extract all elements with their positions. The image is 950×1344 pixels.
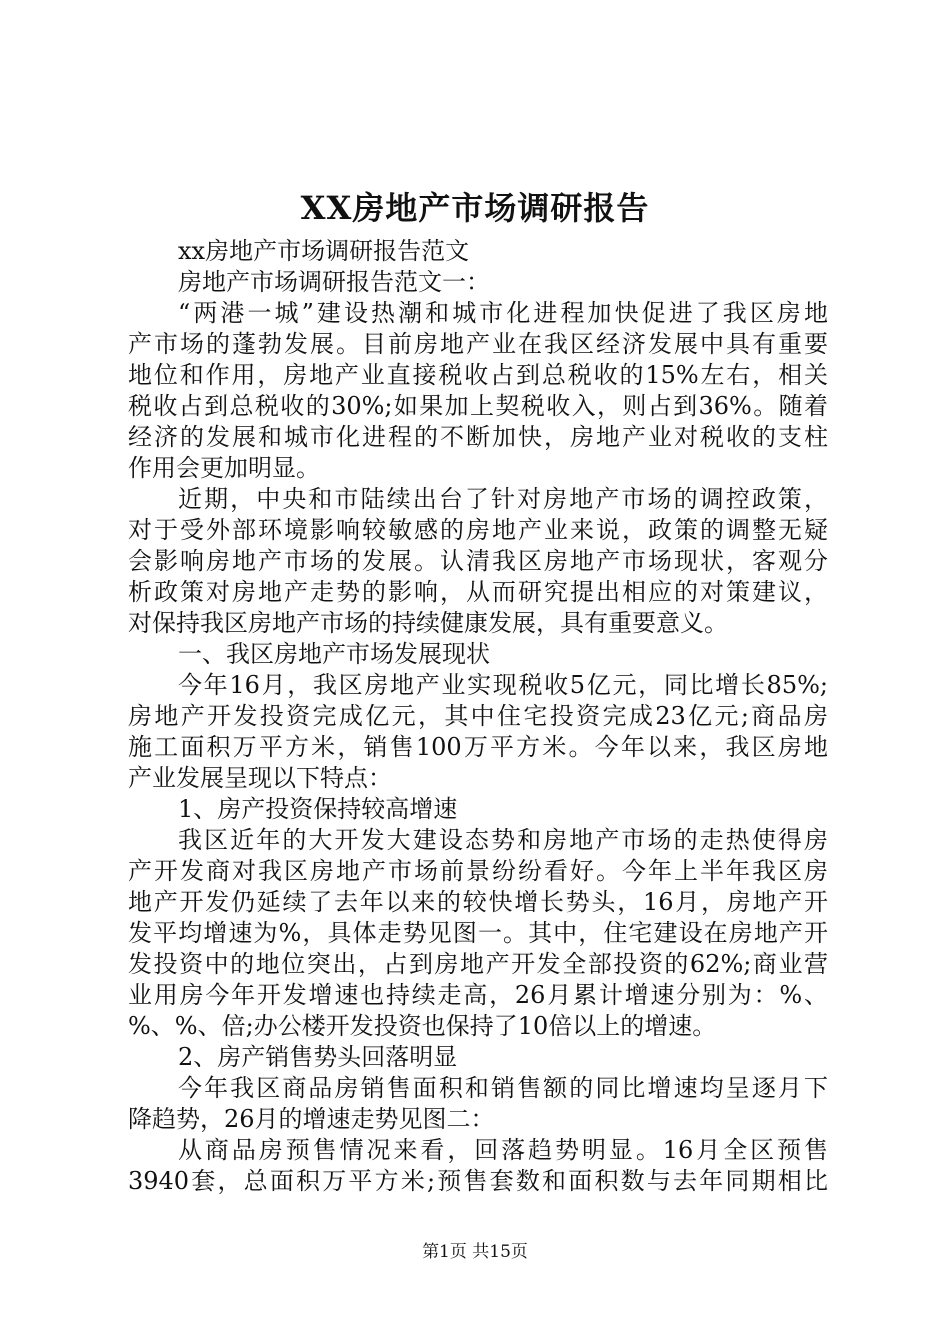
text-line: 2、房产销售势头回落明显: [178, 1043, 458, 1071]
text-line: 析政策对房地产走势的影响，从而研究提出相应的对策建议，: [128, 578, 828, 606]
text-line: 降趋势，26月的增速走势见图二：: [128, 1105, 495, 1133]
text-line: 对保持我区房地产市场的持续健康发展，具有重要意义。: [128, 609, 728, 637]
text-line: 发平均增速为%，具体走势见图一。其中，住宅建设在房地产开: [128, 919, 828, 947]
text-line: 房地产市场调研报告范文一：: [178, 268, 490, 296]
text-line: 产开发商对我区房地产市场前景纷纷看好。今年上半年我区房: [128, 857, 828, 885]
text-line: %、%、倍;办公楼开发投资也保持了10倍以上的增速。: [128, 1012, 717, 1040]
text-line: 对于受外部环境影响较敏感的房地产业来说，政策的调整无疑: [128, 516, 828, 544]
text-line: xx房地产市场调研报告范文: [178, 237, 470, 265]
text-line: 发投资中的地位突出，占到房地产开发全部投资的62%;商业营: [128, 950, 828, 978]
text-line: “两港一城”建设热潮和城市化进程加快促进了我区房地: [178, 299, 828, 327]
text-line: 房地产开发投资完成亿元，其中住宅投资完成23亿元;商品房: [128, 702, 828, 730]
text-line: 从商品房预售情况来看，回落趋势明显。16月全区预售: [178, 1136, 828, 1164]
text-line: 今年16月，我区房地产业实现税收5亿元，同比增长85%;: [178, 671, 828, 699]
document-title: XX房地产市场调研报告: [300, 189, 650, 227]
text-line: 产市场的蓬勃发展。目前房地产业在我区经济发展中具有重要: [128, 330, 828, 358]
text-line: 地产开发仍延续了去年以来的较快增长势头，16月，房地产开: [128, 888, 828, 916]
text-line: 作用会更加明显。: [128, 454, 320, 482]
text-line: 近期，中央和市陆续出台了针对房地产市场的调控政策，: [178, 485, 828, 513]
text-line: 产业发展呈现以下特点：: [128, 764, 392, 792]
text-line: 会影响房地产市场的发展。认清我区房地产市场现状，客观分: [128, 547, 828, 575]
document-body: [128, 236, 828, 1197]
text-line: 税收占到总税收的30%;如果加上契税收入，则占到36%。随着: [128, 392, 828, 420]
text-line: 经济的发展和城市化进程的不断加快，房地产业对税收的支柱: [128, 423, 828, 451]
text-line: 施工面积万平方米，销售100万平方米。今年以来，我区房地: [128, 733, 828, 761]
text-line: 地位和作用，房地产业直接税收占到总税收的15%左右，相关: [128, 361, 828, 389]
text-line: 3940套，总面积万平方米;预售套数和面积数与去年同期相比: [128, 1167, 828, 1195]
page-footer: 第1页 共15页: [422, 1242, 528, 1262]
text-line: 1、房产投资保持较高增速: [178, 795, 458, 823]
text-line: 我区近年的大开发大建设态势和房地产市场的走热使得房: [178, 826, 828, 854]
text-line: 一、我区房地产市场发展现状: [178, 640, 490, 668]
text-line: 今年我区商品房销售面积和销售额的同比增速均呈逐月下: [178, 1074, 828, 1102]
text-line: 业用房今年开发增速也持续走高，26月累计增速分别为：%、: [128, 981, 828, 1009]
